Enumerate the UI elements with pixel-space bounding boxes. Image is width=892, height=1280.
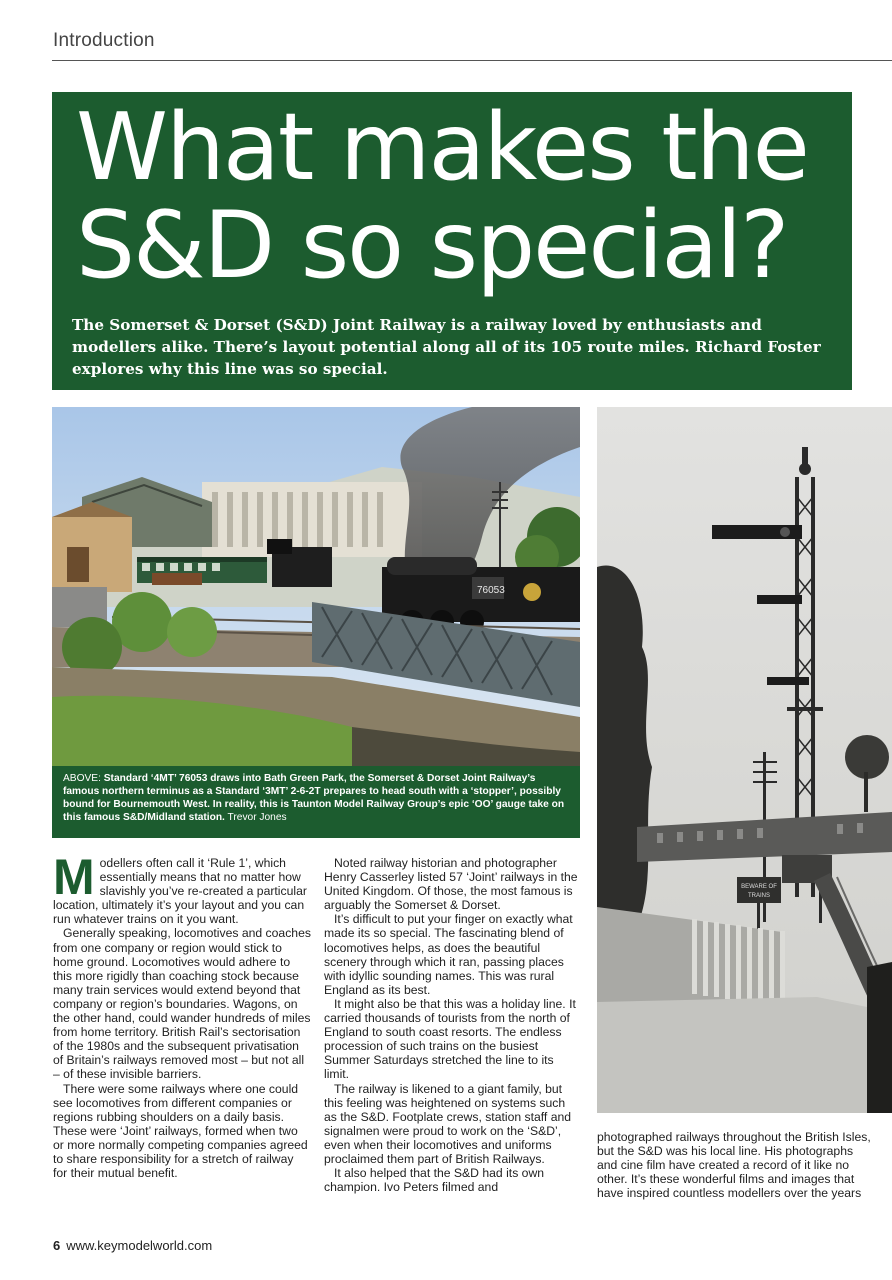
paragraph-1-text: odellers often call it ‘Rule 1’, which essentially means that no matter how slavishly you’ve re-created a particular location, ultimately it’s your layout and you can run whatever trains on it you want. [53,856,307,927]
paragraph-1 [53,849,311,927]
caption-lead: ABOVE: [63,773,104,784]
historic-signal-scene [597,407,892,1113]
caption-text: Standard ‘4MT’ 76053 draws into Bath Green Park, the Somerset & Dorset Joint Railway’s famous northern terminus as a Standard ‘3MT’ 2-6-2T prepares to head south with a ‘stopper’, possibly bound for Bournemouth West. In reality, this is Taunton Model Railway Group’s epic ‘OO’ gauge take on this famous S&D/Midland station. [63,773,565,823]
article-column-2 [324,856,581,1194]
paragraph: photographed railways throughout the British Isles, but the S&D was his local line. His photographs and cine film have created a record of it like no other. It’s these wonderful films and images that have inspired countless modellers over the years [597,1130,871,1201]
article-column-3 [597,1130,872,1200]
page-number: 6 [53,1238,61,1253]
signal-gantry-photo [597,407,892,1113]
paragraph: It might also be that this was a holiday line. It carried thousands of tourists from the north of England to south coast resorts. The endless procession of such trains on the busiest Summer Saturdays stretched the line to its limit. [324,996,576,1082]
headline [76,93,846,299]
paragraph: It also helped that the S&D had its own champion. Ivo Peters filmed and [324,1166,545,1195]
bath-green-park-model-photo [52,407,580,766]
headline-line-1: What makes the [76,93,808,201]
footer-url: www.keymodelworld.com [66,1238,213,1253]
paragraph: Generally speaking, locomotives and coaches from one company or region would stick to home ground. Locomotives would adhere to this more rigidly than coaching stock because many train services would extend beyond that company or region’s boundaries. Wagons, on the other hand, could wander hundreds of miles from home territory. British Rail’s sectorisation of the 1980s and the subsequent privatisation of Britain’s railways removed most – but not all – of these invisible barriers. [53,926,311,1082]
drop-cap: M [53,849,95,905]
title-banner [52,92,852,390]
paragraph: Noted railway historian and photographer Henry Casserley listed 57 ‘Joint’ railways in the United Kingdom. Of those, the most famous is arguably the Somerset & Dorset. [324,856,578,913]
page-footer [53,1238,212,1253]
article-column-1 [53,849,311,1181]
headline-line-2: S&D so special? [76,191,788,299]
paragraph: It’s difficult to put your finger on exactly what made its so special. The fascinating blend of locomotives helps, as does the beautiful scenery through which it ran, passing places with idyllic sounding names. This was rural England as its best. [324,912,573,997]
paragraph: There were some railways where one could see locomotives from different companies or regions rubbing shoulders on a daily basis. These were ‘Joint’ railways, formed when two or more normally competing companies agreed to share responsibility for a stretch of railway for their mutual benefit. [53,1081,308,1181]
header-divider [52,60,892,61]
beware-sign-line-2: TRAINS [747,893,771,899]
model-railway-scene [52,407,580,766]
loco-number-plate: 76053 [477,585,505,596]
standfirst: The Somerset & Dorset (S&D) Joint Railway is a railway loved by enthusiasts and modellers alike. There’s layout potential along all of its 105 route miles. Richard Foster explores why this line was so special. [72,316,821,378]
paragraph: The railway is likened to a giant family, but this feeling was heightened on systems such as the S&D. Footplate crews, station staff and signalmen were proud to work on the ‘S&D’, even when their locomotives and uniforms proclaimed them part of British Railways. [324,1081,572,1166]
photo-caption [52,766,580,838]
section-label: Introduction [53,30,155,51]
beware-sign-line-1: BEWARE OF [741,884,777,890]
caption-credit: Trevor Jones [224,812,287,823]
